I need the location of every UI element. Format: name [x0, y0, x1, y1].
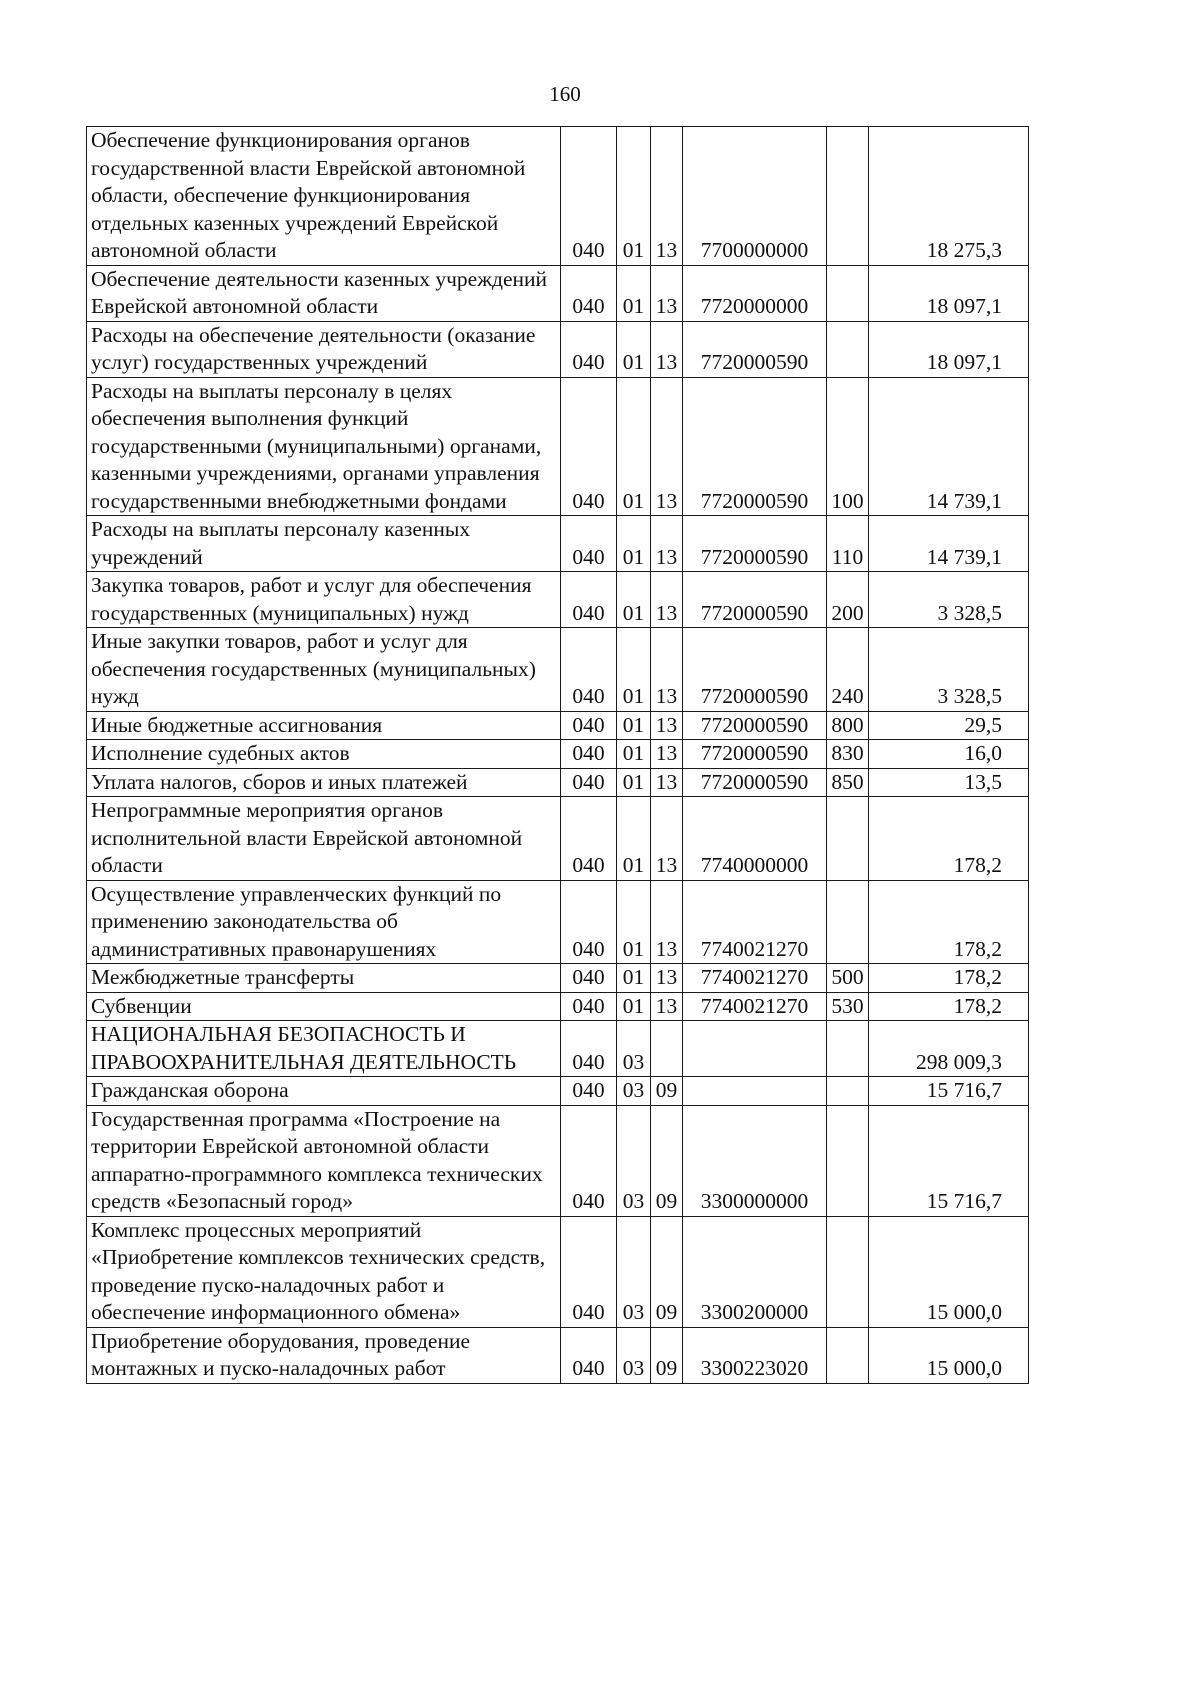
section-code-cell: 01: [617, 628, 651, 712]
table-row: [87, 265, 1029, 321]
expense-kind-cell: [827, 265, 869, 321]
admin-code-cell: 040: [561, 1216, 617, 1327]
subsection-code-cell: 13: [651, 628, 683, 712]
expense-kind-cell: [827, 1105, 869, 1216]
expense-name-cell: Закупка товаров, работ и услуг для обеспечения государственных (муниципальных) нужд: [87, 572, 561, 628]
admin-code-cell: 040: [561, 1077, 617, 1106]
table-row: [87, 377, 1029, 516]
admin-code-cell: 040: [561, 797, 617, 881]
section-code-cell: 03: [617, 1105, 651, 1216]
target-article-cell: 7720000590: [683, 321, 827, 377]
expense-kind-cell: [827, 1021, 869, 1077]
amount-cell: 16,0: [869, 740, 1029, 769]
amount-cell: 15 716,7: [869, 1105, 1029, 1216]
target-article-cell: 7740021270: [683, 964, 827, 993]
section-code-cell: 01: [617, 377, 651, 516]
target-article-cell: 7720000590: [683, 377, 827, 516]
amount-cell: 14 739,1: [869, 377, 1029, 516]
admin-code-cell: 040: [561, 740, 617, 769]
admin-code-cell: 040: [561, 880, 617, 964]
admin-code-cell: 040: [561, 127, 617, 266]
admin-code-cell: 040: [561, 711, 617, 740]
subsection-code-cell: 13: [651, 797, 683, 881]
expense-name-cell: Субвенции: [87, 992, 561, 1021]
section-code-cell: 01: [617, 797, 651, 881]
expense-kind-cell: [827, 127, 869, 266]
subsection-code-cell: 13: [651, 516, 683, 572]
target-article-cell: 3300223020: [683, 1327, 827, 1383]
admin-code-cell: 040: [561, 265, 617, 321]
expense-name-cell: Межбюджетные трансферты: [87, 964, 561, 993]
section-code-cell: 01: [617, 321, 651, 377]
table-row: [87, 740, 1029, 769]
subsection-code-cell: 09: [651, 1105, 683, 1216]
expense-name-cell: Уплата налогов, сборов и иных платежей: [87, 768, 561, 797]
target-article-cell: 7720000590: [683, 572, 827, 628]
subsection-code-cell: 09: [651, 1077, 683, 1106]
admin-code-cell: 040: [561, 964, 617, 993]
target-article-cell: [683, 1077, 827, 1106]
subsection-code-cell: 13: [651, 572, 683, 628]
amount-cell: 13,5: [869, 768, 1029, 797]
table-row: [87, 964, 1029, 993]
amount-cell: 298 009,3: [869, 1021, 1029, 1077]
expense-kind-cell: [827, 880, 869, 964]
admin-code-cell: 040: [561, 377, 617, 516]
subsection-code-cell: 13: [651, 127, 683, 266]
section-code-cell: 01: [617, 265, 651, 321]
amount-cell: 178,2: [869, 992, 1029, 1021]
table-row: [87, 1105, 1029, 1216]
budget-table: [86, 126, 1029, 1384]
table-row: [87, 572, 1029, 628]
amount-cell: 29,5: [869, 711, 1029, 740]
target-article-cell: 7720000590: [683, 768, 827, 797]
expense-kind-cell: [827, 1216, 869, 1327]
table-row: [87, 1021, 1029, 1077]
expense-kind-cell: 200: [827, 572, 869, 628]
admin-code-cell: 040: [561, 1021, 617, 1077]
page-number: 160: [549, 82, 581, 106]
target-article-cell: 3300000000: [683, 1105, 827, 1216]
subsection-code-cell: 13: [651, 711, 683, 740]
admin-code-cell: 040: [561, 572, 617, 628]
table-row: [87, 1216, 1029, 1327]
amount-cell: 18 097,1: [869, 321, 1029, 377]
amount-cell: 15 000,0: [869, 1216, 1029, 1327]
section-code-cell: 03: [617, 1327, 651, 1383]
section-code-cell: 01: [617, 127, 651, 266]
admin-code-cell: 040: [561, 1327, 617, 1383]
admin-code-cell: 040: [561, 628, 617, 712]
subsection-code-cell: 13: [651, 880, 683, 964]
table-row: [87, 992, 1029, 1021]
amount-cell: 3 328,5: [869, 628, 1029, 712]
table-row: [87, 321, 1029, 377]
expense-kind-cell: 830: [827, 740, 869, 769]
subsection-code-cell: [651, 1021, 683, 1077]
expense-name-cell: Гражданская оборона: [87, 1077, 561, 1106]
section-code-cell: 03: [617, 1216, 651, 1327]
expense-kind-cell: 800: [827, 711, 869, 740]
amount-cell: 178,2: [869, 797, 1029, 881]
amount-cell: 15 716,7: [869, 1077, 1029, 1106]
amount-cell: 18 275,3: [869, 127, 1029, 266]
admin-code-cell: 040: [561, 516, 617, 572]
table-row: [87, 768, 1029, 797]
target-article-cell: 7720000590: [683, 740, 827, 769]
section-code-cell: 01: [617, 880, 651, 964]
expense-name-cell: Расходы на обеспечение деятельности (оказание услуг) государственных учреждений: [87, 321, 561, 377]
subsection-code-cell: 13: [651, 321, 683, 377]
expense-name-cell: Расходы на выплаты персоналу казенных учреждений: [87, 516, 561, 572]
admin-code-cell: 040: [561, 321, 617, 377]
amount-cell: 15 000,0: [869, 1327, 1029, 1383]
subsection-code-cell: 13: [651, 964, 683, 993]
expense-name-cell: Государственная программа «Построение на территории Еврейской автономной области аппаратно-программного комплекса технических средств «Безопасный город»: [87, 1105, 561, 1216]
expense-name-cell: Исполнение судебных актов: [87, 740, 561, 769]
expense-name-cell: Обеспечение деятельности казенных учреждений Еврейской автономной области: [87, 265, 561, 321]
expense-kind-cell: 240: [827, 628, 869, 712]
section-code-cell: 01: [617, 964, 651, 993]
amount-cell: 14 739,1: [869, 516, 1029, 572]
table-row: [87, 1077, 1029, 1106]
table-row: [87, 628, 1029, 712]
expense-name-cell: Непрограммные мероприятия органов исполнительной власти Еврейской автономной области: [87, 797, 561, 881]
table-row: [87, 1327, 1029, 1383]
subsection-code-cell: 13: [651, 768, 683, 797]
target-article-cell: 7740021270: [683, 992, 827, 1021]
admin-code-cell: 040: [561, 768, 617, 797]
subsection-code-cell: 13: [651, 377, 683, 516]
expense-kind-cell: 530: [827, 992, 869, 1021]
subsection-code-cell: 09: [651, 1327, 683, 1383]
amount-cell: 3 328,5: [869, 572, 1029, 628]
expense-kind-cell: [827, 1077, 869, 1106]
section-code-cell: 03: [617, 1077, 651, 1106]
expense-name-cell: Иные бюджетные ассигнования: [87, 711, 561, 740]
target-article-cell: 7740000000: [683, 797, 827, 881]
subsection-code-cell: 13: [651, 992, 683, 1021]
expense-kind-cell: 850: [827, 768, 869, 797]
expense-kind-cell: [827, 797, 869, 881]
target-article-cell: 3300200000: [683, 1216, 827, 1327]
section-code-cell: 01: [617, 992, 651, 1021]
target-article-cell: 7740021270: [683, 880, 827, 964]
table-row: [87, 127, 1029, 266]
table-row: [87, 516, 1029, 572]
amount-cell: 178,2: [869, 964, 1029, 993]
expense-kind-cell: 500: [827, 964, 869, 993]
section-code-cell: 01: [617, 768, 651, 797]
expense-name-cell: Обеспечение функционирования органов государственной власти Еврейской автономной области, обеспечение функционирования отдельных казенных учреждений Еврейской автономной области: [87, 127, 561, 266]
section-code-cell: 01: [617, 516, 651, 572]
section-code-cell: 01: [617, 572, 651, 628]
section-code-cell: 03: [617, 1021, 651, 1077]
target-article-cell: [683, 1021, 827, 1077]
target-article-cell: 7720000590: [683, 516, 827, 572]
expense-kind-cell: 110: [827, 516, 869, 572]
subsection-code-cell: 09: [651, 1216, 683, 1327]
expense-name-cell: Осуществление управленческих функций по применению законодательства об административных правонарушениях: [87, 880, 561, 964]
expense-kind-cell: [827, 321, 869, 377]
target-article-cell: 7720000000: [683, 265, 827, 321]
target-article-cell: 7700000000: [683, 127, 827, 266]
expense-kind-cell: [827, 1327, 869, 1383]
table-row: [87, 880, 1029, 964]
expense-kind-cell: 100: [827, 377, 869, 516]
table-row: [87, 711, 1029, 740]
table-row: [87, 797, 1029, 881]
subsection-code-cell: 13: [651, 265, 683, 321]
expense-name-cell: Иные закупки товаров, работ и услуг для обеспечения государственных (муниципальных) нужд: [87, 628, 561, 712]
budget-table-body: [87, 127, 1029, 1384]
expense-name-cell: НАЦИОНАЛЬНАЯ БЕЗОПАСНОСТЬ И ПРАВООХРАНИТЕЛЬНАЯ ДЕЯТЕЛЬНОСТЬ: [87, 1021, 561, 1077]
admin-code-cell: 040: [561, 1105, 617, 1216]
expense-name-cell: Расходы на выплаты персоналу в целях обеспечения выполнения функций государственными (муниципальными) органами, казенными учреждениями, органами управления государственными внебюджетными фондами: [87, 377, 561, 516]
expense-name-cell: Приобретение оборудования, проведение монтажных и пуско-наладочных работ: [87, 1327, 561, 1383]
expense-name-cell: Комплекс процессных мероприятий «Приобретение комплексов технических средств, проведение пуско-наладочных работ и обеспечение информационного обмена»: [87, 1216, 561, 1327]
subsection-code-cell: 13: [651, 740, 683, 769]
amount-cell: 178,2: [869, 880, 1029, 964]
amount-cell: 18 097,1: [869, 265, 1029, 321]
target-article-cell: 7720000590: [683, 711, 827, 740]
admin-code-cell: 040: [561, 992, 617, 1021]
section-code-cell: 01: [617, 711, 651, 740]
section-code-cell: 01: [617, 740, 651, 769]
target-article-cell: 7720000590: [683, 628, 827, 712]
